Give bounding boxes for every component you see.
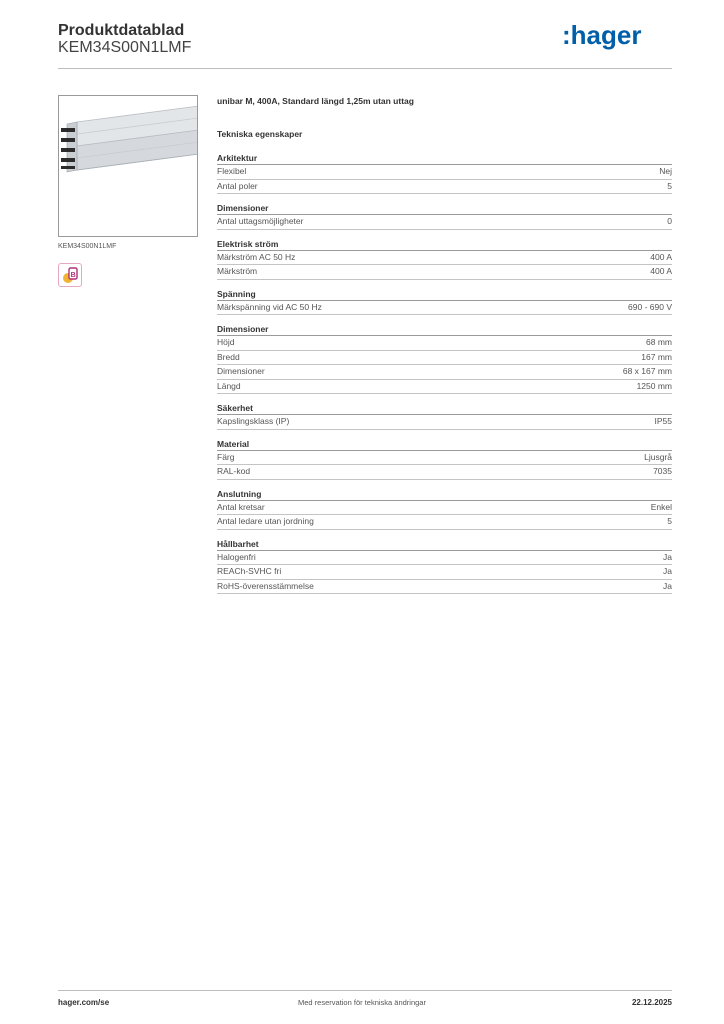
property-label: Höjd <box>217 337 235 347</box>
footer-divider <box>58 990 672 991</box>
section-arkitektur <box>217 152 672 194</box>
property-value: 0 <box>667 216 672 226</box>
property-table <box>217 550 672 595</box>
property-label: Märkspänning vid AC 50 Hz <box>217 301 322 312</box>
property-label: Bredd <box>217 351 240 362</box>
header-divider <box>58 68 672 69</box>
product-details <box>217 96 672 602</box>
property-value: 400 A <box>650 266 672 276</box>
property-row <box>217 415 672 430</box>
property-table <box>217 414 672 430</box>
product-description: unibar M, 400A, Standard längd 1,25m utan uttag <box>217 96 414 106</box>
property-row <box>217 265 672 280</box>
property-row <box>217 165 672 180</box>
footer-note: Med reservation för tekniska ändringar <box>298 998 426 1007</box>
property-label: Flexibel <box>217 166 247 176</box>
svg-text::hager: :hager <box>562 22 642 50</box>
property-value: IP55 <box>654 416 672 426</box>
property-value: 5 <box>667 516 672 526</box>
section-hallbarhet <box>217 538 672 595</box>
property-row <box>217 251 672 266</box>
property-value: Ja <box>663 580 672 591</box>
property-table <box>217 164 672 194</box>
property-label: RoHS-överensstämmelse <box>217 580 314 591</box>
property-label: Märkström <box>217 266 258 276</box>
property-label: REACh-SVHC fri <box>217 566 282 576</box>
property-table <box>217 450 672 480</box>
section-title: Säkerhet <box>217 403 253 413</box>
section-material <box>217 438 672 480</box>
property-row <box>217 515 672 530</box>
property-value: Ljusgrå <box>644 451 672 462</box>
property-value: 690 - 690 V <box>628 301 672 312</box>
property-value: Ja <box>663 566 672 576</box>
footer-date: 22.12.2025 <box>631 998 672 1007</box>
property-row <box>217 301 672 316</box>
property-table <box>217 300 672 316</box>
property-label: Märkström AC 50 Hz <box>217 251 296 262</box>
section-sakerhet <box>217 402 672 430</box>
section-dimensioner-2 <box>217 323 672 394</box>
page-title: Produktdatablad <box>58 22 185 39</box>
property-label: Antal uttagsmöjligheter <box>217 216 304 226</box>
property-label: Dimensioner <box>217 366 265 376</box>
section-spanning <box>217 288 672 316</box>
property-label: Antal poler <box>217 180 258 191</box>
property-label: Antal kretsar <box>217 501 265 512</box>
product-image <box>58 95 198 237</box>
section-title: Arkitektur <box>217 153 258 163</box>
footer-website-link[interactable]: hager.com/se <box>58 998 110 1007</box>
property-value: 7035 <box>653 466 672 476</box>
property-row <box>217 580 672 595</box>
section-title: Elektrisk ström <box>217 238 279 249</box>
property-value: 167 mm <box>641 351 672 362</box>
property-table <box>217 335 672 394</box>
property-label: Längd <box>217 380 241 391</box>
property-label: RAL-kod <box>217 466 251 476</box>
property-row <box>217 551 672 566</box>
section-title: Dimensioner <box>217 203 269 213</box>
section-title: Material <box>217 438 250 449</box>
property-value: Ja <box>663 551 672 562</box>
property-value: 1250 mm <box>636 380 672 391</box>
section-dimensioner <box>217 202 672 230</box>
property-row <box>217 465 672 480</box>
property-table <box>217 500 672 530</box>
property-row <box>217 351 672 366</box>
property-row <box>217 215 672 230</box>
section-title: Spänning <box>217 288 256 299</box>
property-row <box>217 451 672 466</box>
property-row <box>217 380 672 395</box>
image-caption: KEM34S00N1LMF <box>58 243 117 250</box>
technical-properties-heading: Tekniska egenskaper <box>217 129 303 139</box>
property-table <box>217 250 672 280</box>
section-anslutning <box>217 488 672 530</box>
property-row <box>217 365 672 380</box>
svg-text:B: B <box>70 272 76 279</box>
property-value: Enkel <box>650 501 672 512</box>
property-row <box>217 180 672 195</box>
section-title: Anslutning <box>217 488 262 499</box>
property-row <box>217 336 672 351</box>
section-title: Dimensioner <box>217 324 269 334</box>
property-value: 5 <box>667 180 672 191</box>
property-value: 400 A <box>650 251 672 262</box>
page-header <box>58 22 672 70</box>
product-code: KEM34S00N1LMF <box>58 39 192 56</box>
busbar-illustration <box>59 96 198 237</box>
property-value: 68 mm <box>646 337 672 347</box>
property-label: Färg <box>217 451 235 462</box>
property-label: Antal ledare utan jordning <box>217 516 314 526</box>
property-label: Kapslingsklass (IP) <box>217 416 290 426</box>
hager-logo <box>562 22 658 52</box>
property-value: Nej <box>659 166 672 176</box>
section-title: Hållbarhet <box>217 538 259 549</box>
property-table <box>217 214 672 230</box>
property-row <box>217 565 672 580</box>
property-row <box>217 501 672 516</box>
property-label: Halogenfri <box>217 551 256 562</box>
property-value: 68 x 167 mm <box>622 366 672 376</box>
energy-label-icon <box>58 263 82 287</box>
section-elektrisk-strom <box>217 238 672 280</box>
